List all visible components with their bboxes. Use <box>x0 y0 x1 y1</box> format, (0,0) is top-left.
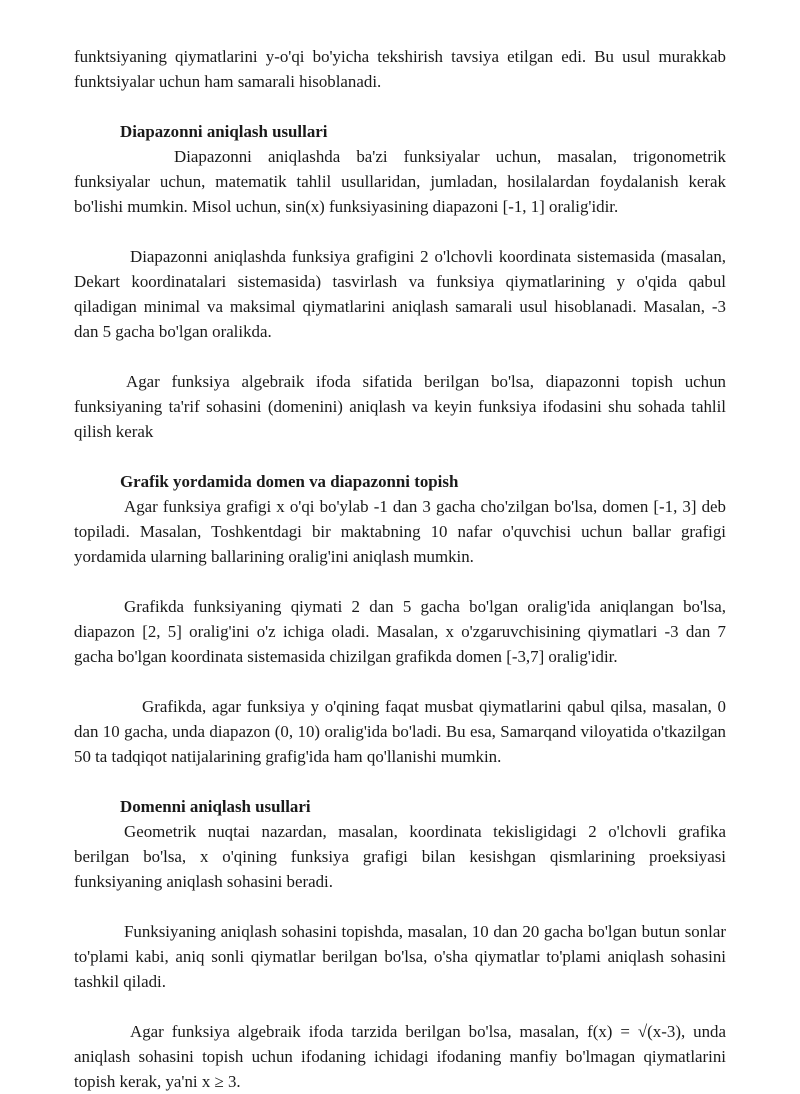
paragraph-2: Diapazonni aniqlashda ba'zi funksiyalar uchun, masalan, trigonometrik funksiyalar uchun, matematik tahlil usullaridan, jumladan, hosilalardan foydalanish kerak bo'lishi mumkin. Misol uchun, sin(x) funksiyasining diapazoni [-1, 1] oralig'idir. <box>74 147 726 216</box>
paragraph-8: Geometrik nuqtai nazardan, masalan, koordinata tekisligidagi 2 o'lchovli grafika berilgan bo'lsa, x o'qining funksiya grafigi bilan kesishgan qismlarining proeksiyasi funksiyaning aniqlash sohasini beradi. <box>74 822 726 891</box>
paragraph-9: Funksiyaning aniqlash sohasini topishda, masalan, 10 dan 20 gacha bo'lgan butun sonlar to'plami kabi, aniq sonli qiymatlar berilgan bo'lsa, o'sha qiymatlar to'plami aniqlash sohasini tashkil qiladi. <box>74 922 726 991</box>
paragraph-4: Agar funksiya algebraik ifoda sifatida berilgan bo'lsa, diapazonni topish uchun funksiyaning ta'rif sohasini (domenini) aniqlash va keyin funksiya ifodasini shu sohada tahlil qilish kerak <box>74 372 726 441</box>
document-page <box>74 44 726 1094</box>
paragraph-7: Grafikda, agar funksiya y o'qining faqat musbat qiymatlarini qabul qilsa, masalan, 0 dan 10 gacha, unda diapazon (0, 10) oralig'ida bo'ladi. Bu esa, Samarqand viloyatida o'tkazilgan 50 ta tadqiqot natijalarining grafig'ida ham qo'llanishi mumkin. <box>74 697 726 766</box>
section-heading-range-methods: Diapazonni aniqlash usullari <box>120 122 328 141</box>
paragraph-3: Diapazonni aniqlashda funksiya grafigini 2 o'lchovli koordinata sistemasida (masalan, Dekart koordinatalari sistemasida) tasvirlash va funksiya qiymatlarining y o'qida qabul qiladigan minimal va maksimal qiymatlarini aniqlash samarali usul hisoblanadi. Masalan, -3 dan 5 gacha bo'lgan oralikda. <box>74 247 726 341</box>
section-heading-graph-domain-range: Grafik yordamida domen va diapazonni topish <box>120 472 459 491</box>
paragraph-5: Agar funksiya grafigi x o'qi bo'ylab -1 dan 3 gacha cho'zilgan bo'lsa, domen [-1, 3] deb topiladi. Masalan, Toshkentdagi bir maktabning 10 nafar o'quvchisi uchun ballar grafigi yordamida ularning ballarining oralig'ini aniqlash mumkin. <box>74 497 726 566</box>
paragraph-1: funktsiyaning qiymatlarini y-o'qi bo'yicha tekshirish tavsiya etilgan edi. Bu usul murakkab funktsiyalar uchun ham samarali hisoblanadi. <box>74 47 726 91</box>
section-heading-domain-methods: Domenni aniqlash usullari <box>120 797 311 816</box>
paragraph-10: Agar funksiya algebraik ifoda tarzida berilgan bo'lsa, masalan, f(x) = √(x-3), unda aniqlash sohasini topish uchun ifodaning ichidagi ifodaning manfiy bo'lmagan qiymatlarini topish kerak, ya'ni x ≥ 3. <box>74 1022 726 1091</box>
paragraph-6: Grafikda funksiyaning qiymati 2 dan 5 gacha bo'lgan oralig'ida aniqlangan bo'lsa, diapazon [2, 5] oralig'ini o'z ichiga oladi. Masalan, x o'zgaruvchisining qiymatlari -3 dan 7 gacha bo'lgan koordinata sistemasida chizilgan grafikda domen [-3,7] oralig'idir. <box>74 597 726 666</box>
